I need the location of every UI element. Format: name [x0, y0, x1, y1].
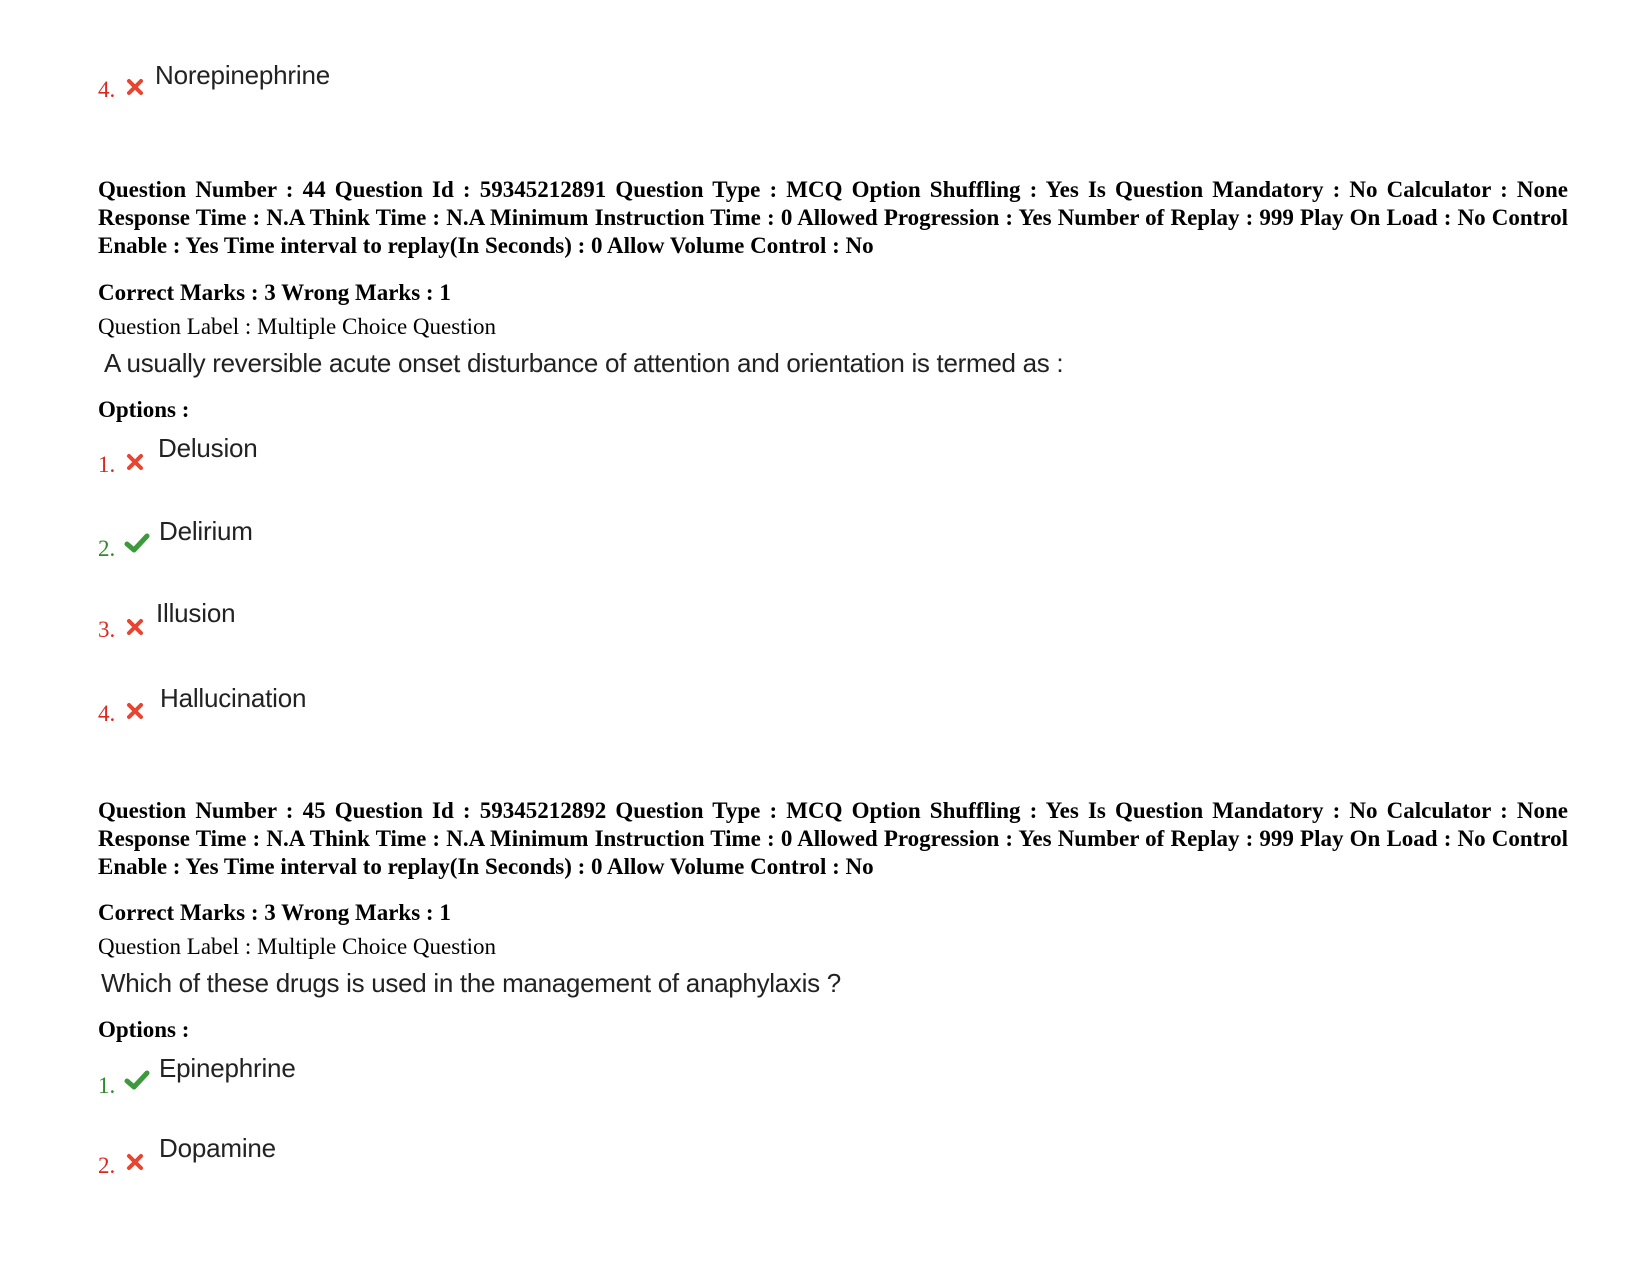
- cross-icon: [124, 451, 146, 473]
- option-row: [98, 435, 898, 495]
- cross-icon: [124, 700, 146, 722]
- option-row: [98, 600, 898, 660]
- question-meta: Question Number : 45 Question Id : 59345212892 Question Type : MCQ Option Shuffling : Yes Is Question Mandatory : No Calculator : None Response Time : N.A Think Time : N.A Minimum Instruction Time : 0 Allowed Progression : Yes Number of Replay : 999 Play On Load : No Control Enable : Yes Time interval to replay(In Seconds) : 0 Allow Volume Control : No: [98, 798, 1568, 879]
- option-number: 2.: [98, 1153, 116, 1178]
- check-icon: [124, 532, 146, 554]
- option-text: Illusion: [156, 598, 236, 628]
- cross-icon: [124, 616, 146, 638]
- check-icon: [124, 1069, 146, 1091]
- option-text: Delusion: [158, 433, 258, 463]
- option-row: [98, 62, 898, 122]
- option-text: Norepinephrine: [155, 60, 330, 90]
- option-number: 1.: [98, 452, 116, 477]
- option-row: [98, 685, 898, 745]
- question-text: A usually reversible acute onset disturbance of attention and orientation is termed as :: [104, 348, 1064, 378]
- option-number: 1.: [98, 1073, 116, 1098]
- option-text: Delirium: [159, 516, 253, 546]
- option-row: [98, 518, 898, 578]
- option-number: 2.: [98, 536, 116, 561]
- option-text: Dopamine: [159, 1133, 276, 1163]
- cross-icon: [124, 1151, 146, 1173]
- option-number: 4.: [98, 701, 116, 726]
- question-label: Question Label : Multiple Choice Question: [98, 314, 496, 339]
- question-meta: Question Number : 44 Question Id : 59345212891 Question Type : MCQ Option Shuffling : Yes Is Question Mandatory : No Calculator : None Response Time : N.A Think Time : N.A Minimum Instruction Time : 0 Allowed Progression : Yes Number of Replay : 999 Play On Load : No Control Enable : Yes Time interval to replay(In Seconds) : 0 Allow Volume Control : No: [98, 177, 1568, 258]
- option-number: 4.: [98, 77, 116, 102]
- option-row: [98, 1055, 898, 1115]
- options-heading: Options :: [98, 1017, 190, 1042]
- option-row: [98, 1135, 898, 1195]
- question-marks: Correct Marks : 3 Wrong Marks : 1: [98, 900, 451, 925]
- option-number: 3.: [98, 617, 116, 642]
- option-text: Hallucination: [160, 683, 307, 713]
- question-label: Question Label : Multiple Choice Question: [98, 934, 496, 959]
- question-marks: Correct Marks : 3 Wrong Marks : 1: [98, 280, 451, 305]
- options-heading: Options :: [98, 397, 190, 422]
- question-text: Which of these drugs is used in the management of anaphylaxis ?: [101, 968, 841, 998]
- cross-icon: [124, 76, 146, 98]
- option-text: Epinephrine: [159, 1053, 296, 1083]
